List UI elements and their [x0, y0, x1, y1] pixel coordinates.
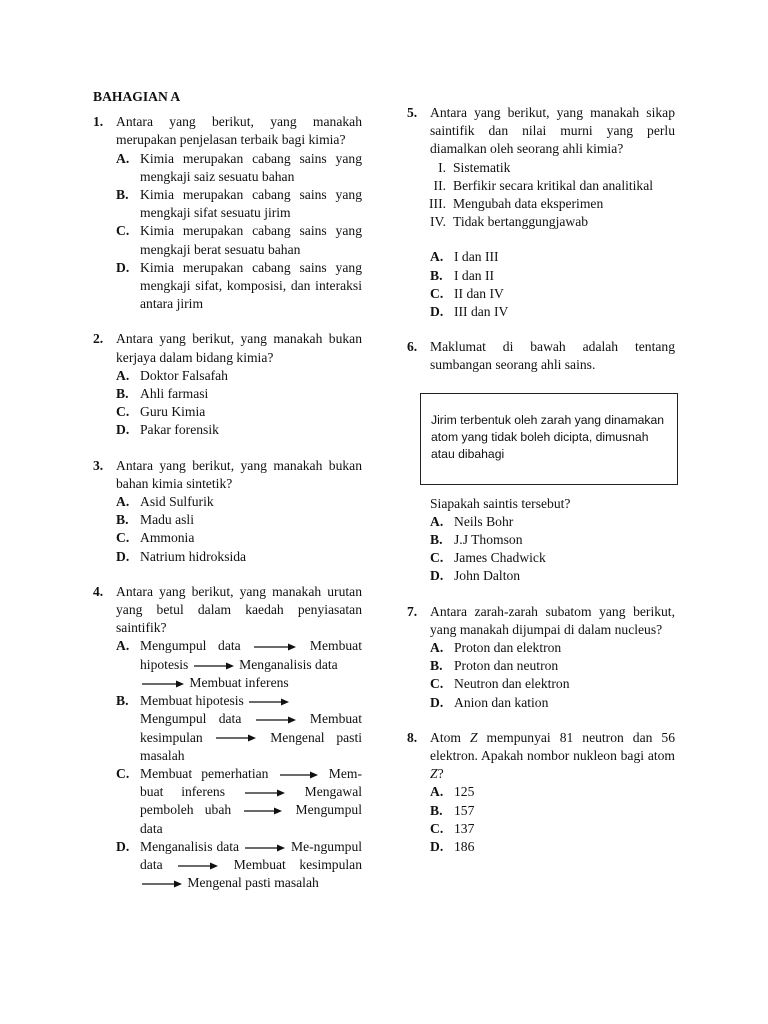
question-2 — [93, 330, 362, 439]
option-label: C. — [116, 404, 130, 420]
option-label: A. — [116, 150, 130, 166]
question-stem: Antara yang berikut, yang manakah urutan yang betul dalam kaedah penyiasatan saintifik? — [116, 583, 362, 636]
question-stem: Antara yang berikut, yang manakah bukan kerjaya dalam bidang kimia? — [116, 331, 362, 365]
statement-i — [430, 159, 675, 177]
option-d[interactable] — [430, 567, 675, 585]
option-b[interactable] — [430, 657, 675, 675]
right-arrow-icon — [178, 862, 218, 870]
step-text: Membuat kesimpulan — [140, 711, 362, 745]
question-4 — [93, 583, 362, 892]
statement-ii — [430, 177, 675, 195]
option-text: Kimia merupakan cabang sains yang mengkaji sifat sesuatu jirim — [140, 187, 362, 221]
option-c[interactable] — [430, 675, 675, 693]
option-text: Neutron dan elektron — [454, 676, 570, 692]
option-text: Kimia merupakan cabang sains yang mengkaji sifat, komposisi, dan interaksi antara jirim — [140, 259, 362, 312]
variable-z: Z — [469, 729, 478, 745]
question-stem: Maklumat di bawah adalah tentang sumbangan seorang ahli sains. — [430, 339, 675, 373]
option-text: Pakar forensik — [140, 422, 219, 438]
right-arrow-icon — [256, 716, 296, 724]
option-d[interactable] — [430, 694, 675, 712]
step-text: Mengumpul data — [140, 638, 241, 654]
right-arrow-icon — [249, 698, 289, 706]
option-text: III dan IV — [454, 304, 509, 320]
option-text: Anion dan kation — [454, 694, 549, 710]
question-stem: Antara yang berikut, yang manakah bukan bahan kimia sintetik? — [116, 457, 362, 491]
option-c[interactable] — [430, 285, 675, 303]
statement-text: Tidak bertanggungjawab — [453, 214, 589, 230]
option-label: C. — [430, 550, 444, 566]
right-arrow-icon — [142, 680, 184, 688]
question-7 — [407, 603, 675, 712]
question-5 — [407, 104, 675, 321]
statement-iv — [430, 213, 675, 231]
option-label: D. — [430, 694, 444, 710]
question-1 — [93, 113, 362, 313]
option-a[interactable] — [116, 493, 362, 511]
option-a[interactable] — [430, 248, 675, 266]
right-arrow-icon — [216, 734, 256, 742]
option-label: C. — [430, 676, 444, 692]
option-label: A. — [430, 513, 444, 529]
step-text: Mengenal pasti masalah — [187, 875, 319, 891]
option-b[interactable] — [430, 267, 675, 285]
option-label: B. — [430, 267, 443, 283]
option-text: Asid Sulfurik — [140, 494, 214, 510]
option-label: D. — [116, 422, 130, 438]
option-text: Natrium hidroksida — [140, 548, 247, 564]
option-d[interactable] — [116, 838, 362, 893]
option-label: C. — [116, 765, 130, 781]
option-a[interactable] — [116, 637, 362, 692]
option-text: Kimia merupakan cabang sains yang mengkaji berat sesuatu bahan — [140, 223, 362, 257]
question-stem: Antara zarah-zarah subatom yang berikut, yang manakah dijumpai di dalam nucleus? — [430, 603, 675, 637]
option-label: A. — [430, 784, 444, 800]
option-label: D. — [116, 838, 130, 854]
step-text: Me-ngumpul data — [140, 838, 363, 872]
question-stem: Antara yang berikut, yang manakah merupakan penjelasan terbaik bagi kimia? — [116, 114, 362, 148]
option-d[interactable] — [430, 838, 675, 856]
option-label: D. — [430, 304, 444, 320]
step-text: Membuat pemerhatian — [140, 765, 269, 781]
option-label: C. — [116, 530, 130, 546]
option-label: B. — [116, 386, 129, 402]
step-text: Mengenal pasti masalah — [140, 729, 363, 763]
option-b[interactable] — [430, 531, 675, 549]
option-text: 137 — [454, 820, 475, 836]
option-text: Proton dan elektron — [454, 640, 562, 656]
option-text: Kimia merupakan cabang sains yang mengkaji saiz sesuatu bahan — [140, 150, 362, 184]
step-text: Menganalisis data — [239, 656, 338, 672]
option-text: Madu asli — [140, 512, 194, 528]
step-text: Menganalisis data — [140, 838, 240, 854]
stem-text: mempunyai 81 neutron dan 56 elektron. Apakah nombor nukleon bagi atom — [430, 729, 675, 764]
option-text: Neils Bohr — [454, 513, 514, 529]
option-label: D. — [116, 259, 130, 275]
option-b[interactable] — [116, 385, 362, 403]
option-text: J.J Thomson — [454, 532, 523, 548]
option-label: B. — [116, 512, 129, 528]
question-number: 1. — [93, 114, 104, 130]
option-label: A. — [430, 249, 444, 265]
stem-text: Atom — [430, 729, 461, 745]
option-label: D. — [430, 839, 444, 855]
statement-label: I. — [438, 159, 446, 175]
option-label: B. — [430, 802, 443, 818]
question-number: 6. — [407, 339, 418, 355]
option-b[interactable] — [430, 802, 675, 820]
statement-text: Berfikir secara kritikal dan analitikal — [453, 177, 654, 193]
right-arrow-icon — [280, 771, 318, 779]
right-arrow-icon — [142, 880, 182, 888]
left-column — [93, 88, 362, 909]
step-text: Mem-buat inferens — [140, 765, 362, 800]
question-number: 2. — [93, 331, 104, 347]
option-label: B. — [430, 532, 443, 548]
option-text: Doktor Falsafah — [140, 367, 228, 383]
question-number: 4. — [93, 583, 104, 599]
option-a[interactable] — [116, 150, 362, 186]
right-arrow-icon — [244, 807, 282, 815]
option-a[interactable] — [430, 513, 675, 531]
question-8 — [407, 729, 675, 856]
right-arrow-icon — [245, 844, 285, 852]
question-number: 7. — [407, 603, 418, 619]
question-prompt: Siapakah saintis tersebut? — [430, 495, 571, 511]
option-label: C. — [430, 820, 444, 836]
option-c[interactable] — [116, 765, 362, 838]
question-number: 8. — [407, 729, 418, 745]
option-text: 125 — [454, 784, 475, 800]
option-label: B. — [430, 658, 443, 674]
option-b[interactable] — [116, 511, 362, 529]
option-text: Ahli farmasi — [140, 386, 209, 402]
step-text: Mengumpul data — [140, 802, 363, 836]
right-arrow-icon — [245, 789, 285, 797]
question-number: 3. — [93, 457, 104, 473]
option-label: B. — [116, 693, 129, 709]
option-d[interactable] — [116, 259, 362, 314]
option-text: Guru Kimia — [140, 404, 206, 420]
right-arrow-icon — [254, 643, 296, 651]
option-label: A. — [116, 638, 130, 654]
section-title: BAHAGIAN A — [93, 89, 181, 104]
option-b[interactable] — [116, 692, 362, 765]
statement-text: Mengubah data eksperimen — [453, 196, 604, 212]
option-label: D. — [430, 568, 444, 584]
option-d[interactable] — [116, 548, 362, 566]
option-text: II dan IV — [454, 285, 504, 301]
option-text: Ammonia — [140, 530, 195, 546]
option-text: Proton dan neutron — [454, 658, 559, 674]
option-c[interactable] — [116, 529, 362, 547]
option-text: I dan III — [454, 249, 499, 265]
statement-text: Sistematik — [453, 159, 511, 175]
step-text: Membuat kesimpulan — [233, 856, 363, 872]
option-b[interactable] — [116, 186, 362, 222]
option-text: I dan II — [454, 267, 495, 283]
option-c[interactable] — [116, 222, 362, 258]
statement-iii — [430, 195, 675, 213]
option-label: A. — [430, 640, 444, 656]
right-arrow-icon — [194, 662, 234, 670]
question-stem — [430, 729, 675, 784]
stem-text: ? — [437, 766, 444, 782]
step-text: Membuat inferens — [189, 674, 289, 690]
option-d[interactable] — [430, 303, 675, 321]
step-text: Membuat hipotesis — [140, 638, 362, 672]
question-stem: Antara yang berikut, yang manakah sikap saintifik dan nilai murni yang perlu diamalkan oleh seorang ahli kimia? — [430, 105, 675, 157]
statement-label: IV. — [430, 214, 446, 230]
option-a[interactable] — [430, 783, 675, 801]
option-label: C. — [116, 223, 130, 239]
option-text: John Dalton — [454, 568, 521, 584]
option-c[interactable] — [430, 549, 675, 567]
option-a[interactable] — [116, 367, 362, 385]
question-3 — [93, 457, 362, 566]
option-d[interactable] — [116, 421, 362, 439]
option-text: 186 — [454, 839, 475, 855]
right-column — [407, 104, 675, 873]
step-text: Mengawal pemboleh ubah — [140, 784, 363, 818]
option-label: D. — [116, 548, 130, 564]
statement-label: II. — [433, 177, 446, 193]
option-label: A. — [116, 367, 130, 383]
question-number: 5. — [407, 105, 418, 120]
variable-z: Z — [430, 766, 438, 782]
option-a[interactable] — [430, 639, 675, 657]
option-label: A. — [116, 494, 130, 510]
option-c[interactable] — [430, 820, 675, 838]
statement-label: III. — [429, 196, 446, 212]
option-label: B. — [116, 187, 129, 203]
step-text: Mengumpul data — [140, 711, 242, 727]
question-6 — [407, 338, 675, 585]
step-text: Membuat hipotesis — [140, 693, 244, 709]
info-box: Jirim terbentuk oleh zarah yang dinamakan atom yang tidak boleh dicipta, dimusnah atau dibahagi — [420, 393, 678, 485]
option-label: C. — [430, 285, 444, 301]
option-c[interactable] — [116, 403, 362, 421]
option-text: James Chadwick — [454, 550, 546, 566]
option-text: 157 — [454, 802, 475, 818]
